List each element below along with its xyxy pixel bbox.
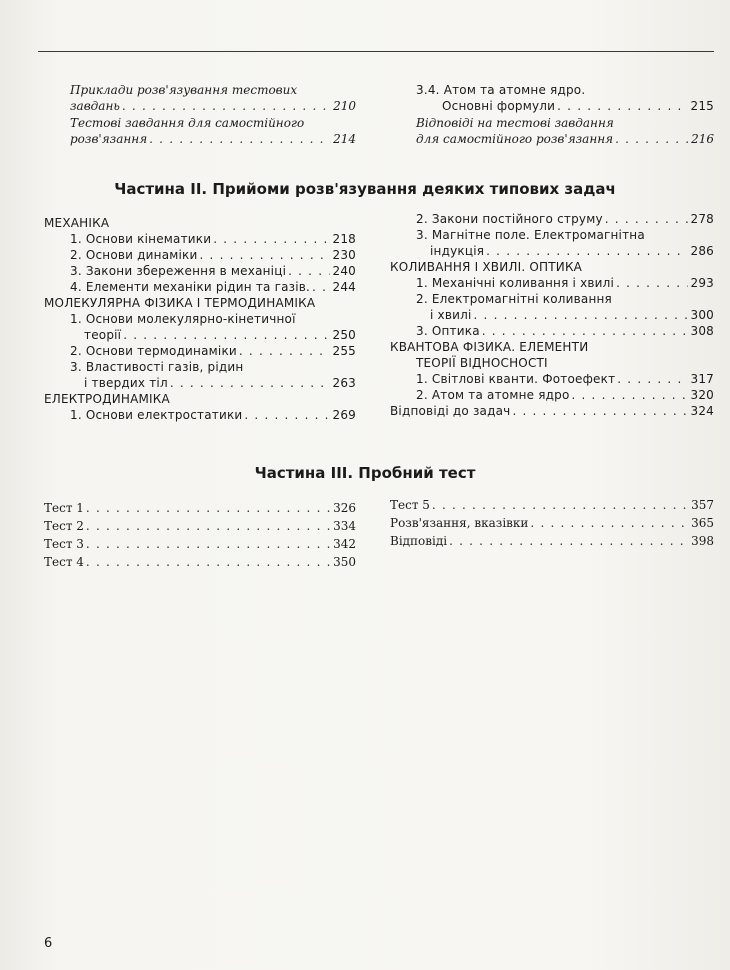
toc-entry[interactable] bbox=[44, 231, 356, 247]
toc-entry[interactable] bbox=[44, 375, 356, 391]
toc-entry[interactable] bbox=[44, 553, 356, 571]
toc-entry-title: Основні формули bbox=[442, 99, 556, 113]
toc-entry-title: і твердих тіл bbox=[84, 376, 168, 390]
toc-entry[interactable] bbox=[390, 532, 714, 550]
leader-dots bbox=[432, 496, 689, 514]
toc-entry[interactable] bbox=[44, 499, 356, 517]
part3-right-toc bbox=[390, 496, 714, 550]
leader-dots bbox=[86, 535, 331, 553]
leader-dots bbox=[288, 263, 330, 279]
page-number: 6 bbox=[44, 936, 53, 951]
toc-entry-title: 4. Елементи механіки рідин та газів. bbox=[70, 280, 311, 294]
part2-left-toc bbox=[44, 215, 356, 423]
leader-dots bbox=[149, 131, 331, 147]
toc-entry[interactable] bbox=[390, 243, 714, 259]
toc-entry-title: 1. Основи електростатики bbox=[70, 408, 243, 422]
toc-page-number: 255 bbox=[332, 344, 356, 358]
toc-page-number: 263 bbox=[332, 376, 356, 390]
toc-entry[interactable] bbox=[390, 371, 714, 387]
toc-page-number: 230 bbox=[332, 248, 356, 262]
toc-entry[interactable] bbox=[44, 115, 356, 147]
toc-entry-title: теорії bbox=[84, 328, 122, 342]
leader-dots bbox=[244, 407, 330, 423]
leader-dots bbox=[170, 375, 331, 391]
toc-entry-title: 1. Основи кінематики bbox=[70, 232, 212, 246]
toc-page-number: 278 bbox=[690, 212, 714, 226]
top-left-toc bbox=[44, 82, 356, 148]
toc-page-number: 216 bbox=[691, 132, 714, 146]
leader-dots bbox=[122, 98, 331, 114]
toc-page-number: 365 bbox=[691, 516, 714, 530]
toc-entry-title: 1. Механічні коливання і хвилі bbox=[416, 276, 615, 290]
leader-dots bbox=[530, 514, 689, 532]
leader-dots bbox=[213, 231, 330, 247]
toc-entry[interactable] bbox=[44, 279, 356, 295]
toc-entry-title: 2. Закони постійного струму bbox=[416, 212, 603, 226]
toc-entry-title: для самостійного розв'язання bbox=[416, 132, 614, 146]
toc-page-number: 357 bbox=[691, 498, 714, 512]
toc-page-number: 398 bbox=[691, 534, 714, 548]
toc-entry[interactable] bbox=[44, 247, 356, 263]
toc-entry-row bbox=[44, 131, 356, 147]
toc-entry[interactable] bbox=[44, 343, 356, 359]
section-oscillations[interactable]: КОЛИВАННЯ І ХВИЛІ. ОПТИКА bbox=[390, 260, 583, 274]
toc-page-number: 269 bbox=[332, 408, 356, 422]
toc-entry[interactable] bbox=[390, 387, 714, 403]
leader-dots bbox=[572, 387, 689, 403]
toc-entry-line[interactable]: 3. Властивості газів, рідин bbox=[70, 360, 244, 374]
toc-page-number: 350 bbox=[333, 555, 356, 569]
leader-dots bbox=[200, 247, 331, 263]
toc-entry-title: Тест 5 bbox=[390, 498, 430, 512]
toc-entry-title: 1. Світлові кванти. Фотоефект bbox=[416, 372, 616, 386]
toc-entry-row bbox=[390, 131, 714, 147]
leader-dots bbox=[605, 211, 689, 227]
toc-entry-row bbox=[390, 98, 714, 114]
toc-entry-title: завдань bbox=[70, 99, 120, 113]
toc-page-number: 250 bbox=[332, 328, 356, 342]
toc-entry-title: 2. Основи термодинаміки bbox=[70, 344, 237, 358]
toc-entry-title: і хвилі bbox=[430, 308, 472, 322]
toc-entry[interactable] bbox=[390, 323, 714, 339]
toc-page-number: 342 bbox=[333, 537, 356, 551]
toc-entry-title: Тест 2 bbox=[44, 519, 84, 533]
toc-entry[interactable] bbox=[390, 82, 714, 114]
toc-entry[interactable] bbox=[390, 275, 714, 291]
toc-entry-title: 3. Закони збереження в механіці bbox=[70, 264, 287, 278]
toc-entry[interactable] bbox=[390, 115, 714, 147]
leader-dots bbox=[449, 532, 689, 550]
toc-page-number: 214 bbox=[333, 132, 356, 146]
toc-entry[interactable] bbox=[390, 403, 714, 419]
section-mechanics[interactable]: МЕХАНІКА bbox=[44, 216, 110, 230]
toc-entry[interactable] bbox=[44, 535, 356, 553]
leader-dots bbox=[557, 98, 688, 114]
toc-entry-title: 2. Атом та атомне ядро bbox=[416, 388, 570, 402]
toc-page-number: 334 bbox=[333, 519, 356, 533]
leader-dots bbox=[617, 371, 688, 387]
toc-entry-title: Розв'язання, вказівки bbox=[390, 516, 529, 530]
part2-heading: Частина ІІ. Прийоми розв'язування деяких типових задач bbox=[114, 180, 616, 198]
toc-entry-title: Відповіді bbox=[390, 534, 448, 548]
section-quantum[interactable]: КВАНТОВА ФІЗИКА. ЕЛЕМЕНТИ bbox=[390, 340, 589, 354]
part3-heading: Частина ІІІ. Пробний тест bbox=[254, 464, 476, 482]
toc-entry-line: Відповіді на тестові завдання bbox=[416, 116, 614, 130]
toc-entry[interactable] bbox=[390, 514, 714, 532]
toc-entry-line[interactable]: 2. Електромагнітні коливання bbox=[416, 292, 612, 306]
toc-page-number: 320 bbox=[690, 388, 714, 402]
section-quantum-cont: ТЕОРІЇ ВІДНОСНОСТІ bbox=[416, 356, 548, 370]
toc-entry-line[interactable]: 3. Магнітне поле. Електромагнітна bbox=[416, 228, 645, 242]
toc-page-number: 240 bbox=[332, 264, 356, 278]
leader-dots bbox=[482, 323, 689, 339]
toc-entry-title: Тест 3 bbox=[44, 537, 84, 551]
leader-dots bbox=[616, 275, 688, 291]
toc-entry-title: Тест 4 bbox=[44, 555, 84, 569]
toc-entry[interactable] bbox=[390, 307, 714, 323]
toc-entry[interactable] bbox=[44, 327, 356, 343]
toc-entry-title: Відповіді до задач bbox=[390, 404, 511, 418]
toc-entry-title: Тест 1 bbox=[44, 501, 84, 515]
toc-entry[interactable] bbox=[44, 407, 356, 423]
toc-entry[interactable] bbox=[44, 263, 356, 279]
toc-entry-title: індукція bbox=[430, 244, 485, 258]
leader-dots bbox=[474, 307, 689, 323]
part2-right-toc bbox=[390, 211, 714, 419]
toc-entry-row bbox=[44, 98, 356, 114]
toc-page-number: 215 bbox=[690, 99, 714, 113]
toc-page-number: 210 bbox=[333, 99, 356, 113]
toc-page-number: 324 bbox=[690, 404, 714, 418]
toc-entry-title: 2. Основи динаміки bbox=[70, 248, 198, 262]
toc-page-number: 317 bbox=[690, 372, 714, 386]
top-rule bbox=[38, 51, 714, 52]
toc-page-number: 244 bbox=[332, 280, 356, 294]
section-molecular[interactable]: МОЛЕКУЛЯРНА ФІЗИКА І ТЕРМОДИНАМІКА bbox=[44, 296, 316, 310]
leader-dots bbox=[86, 553, 331, 571]
toc-entry-line: Приклади розв'язування тестових bbox=[70, 83, 298, 97]
leader-dots bbox=[486, 243, 688, 259]
leader-dots bbox=[86, 499, 331, 517]
toc-entry-line: 3.4. Атом та атомне ядро. bbox=[416, 83, 586, 97]
leader-dots bbox=[312, 279, 330, 295]
toc-page-number: 293 bbox=[690, 276, 714, 290]
leader-dots bbox=[86, 517, 331, 535]
toc-page-number: 326 bbox=[333, 501, 356, 515]
toc-entry-title: 3. Оптика bbox=[416, 324, 480, 338]
toc-page-number: 308 bbox=[690, 324, 714, 338]
section-electrodynamics[interactable]: ЕЛЕКТРОДИНАМІКА bbox=[44, 392, 170, 406]
top-right-toc bbox=[390, 82, 714, 148]
toc-entry-line: Тестові завдання для самостійного bbox=[70, 116, 305, 130]
part3-left-toc bbox=[44, 499, 356, 571]
toc-entry[interactable] bbox=[390, 496, 714, 514]
leader-dots bbox=[123, 327, 330, 343]
toc-page-number: 286 bbox=[690, 244, 714, 258]
toc-entry[interactable] bbox=[44, 82, 356, 114]
toc-page-number: 218 bbox=[332, 232, 356, 246]
leader-dots bbox=[239, 343, 331, 359]
toc-page-number: 300 bbox=[690, 308, 714, 322]
leader-dots bbox=[512, 403, 688, 419]
toc-entry-title: розв'язання bbox=[70, 132, 148, 146]
toc-entry-line[interactable]: 1. Основи молекулярно-кінетичної bbox=[70, 312, 296, 326]
toc-entry[interactable] bbox=[390, 211, 714, 227]
leader-dots bbox=[615, 131, 689, 147]
toc-entry[interactable] bbox=[44, 517, 356, 535]
